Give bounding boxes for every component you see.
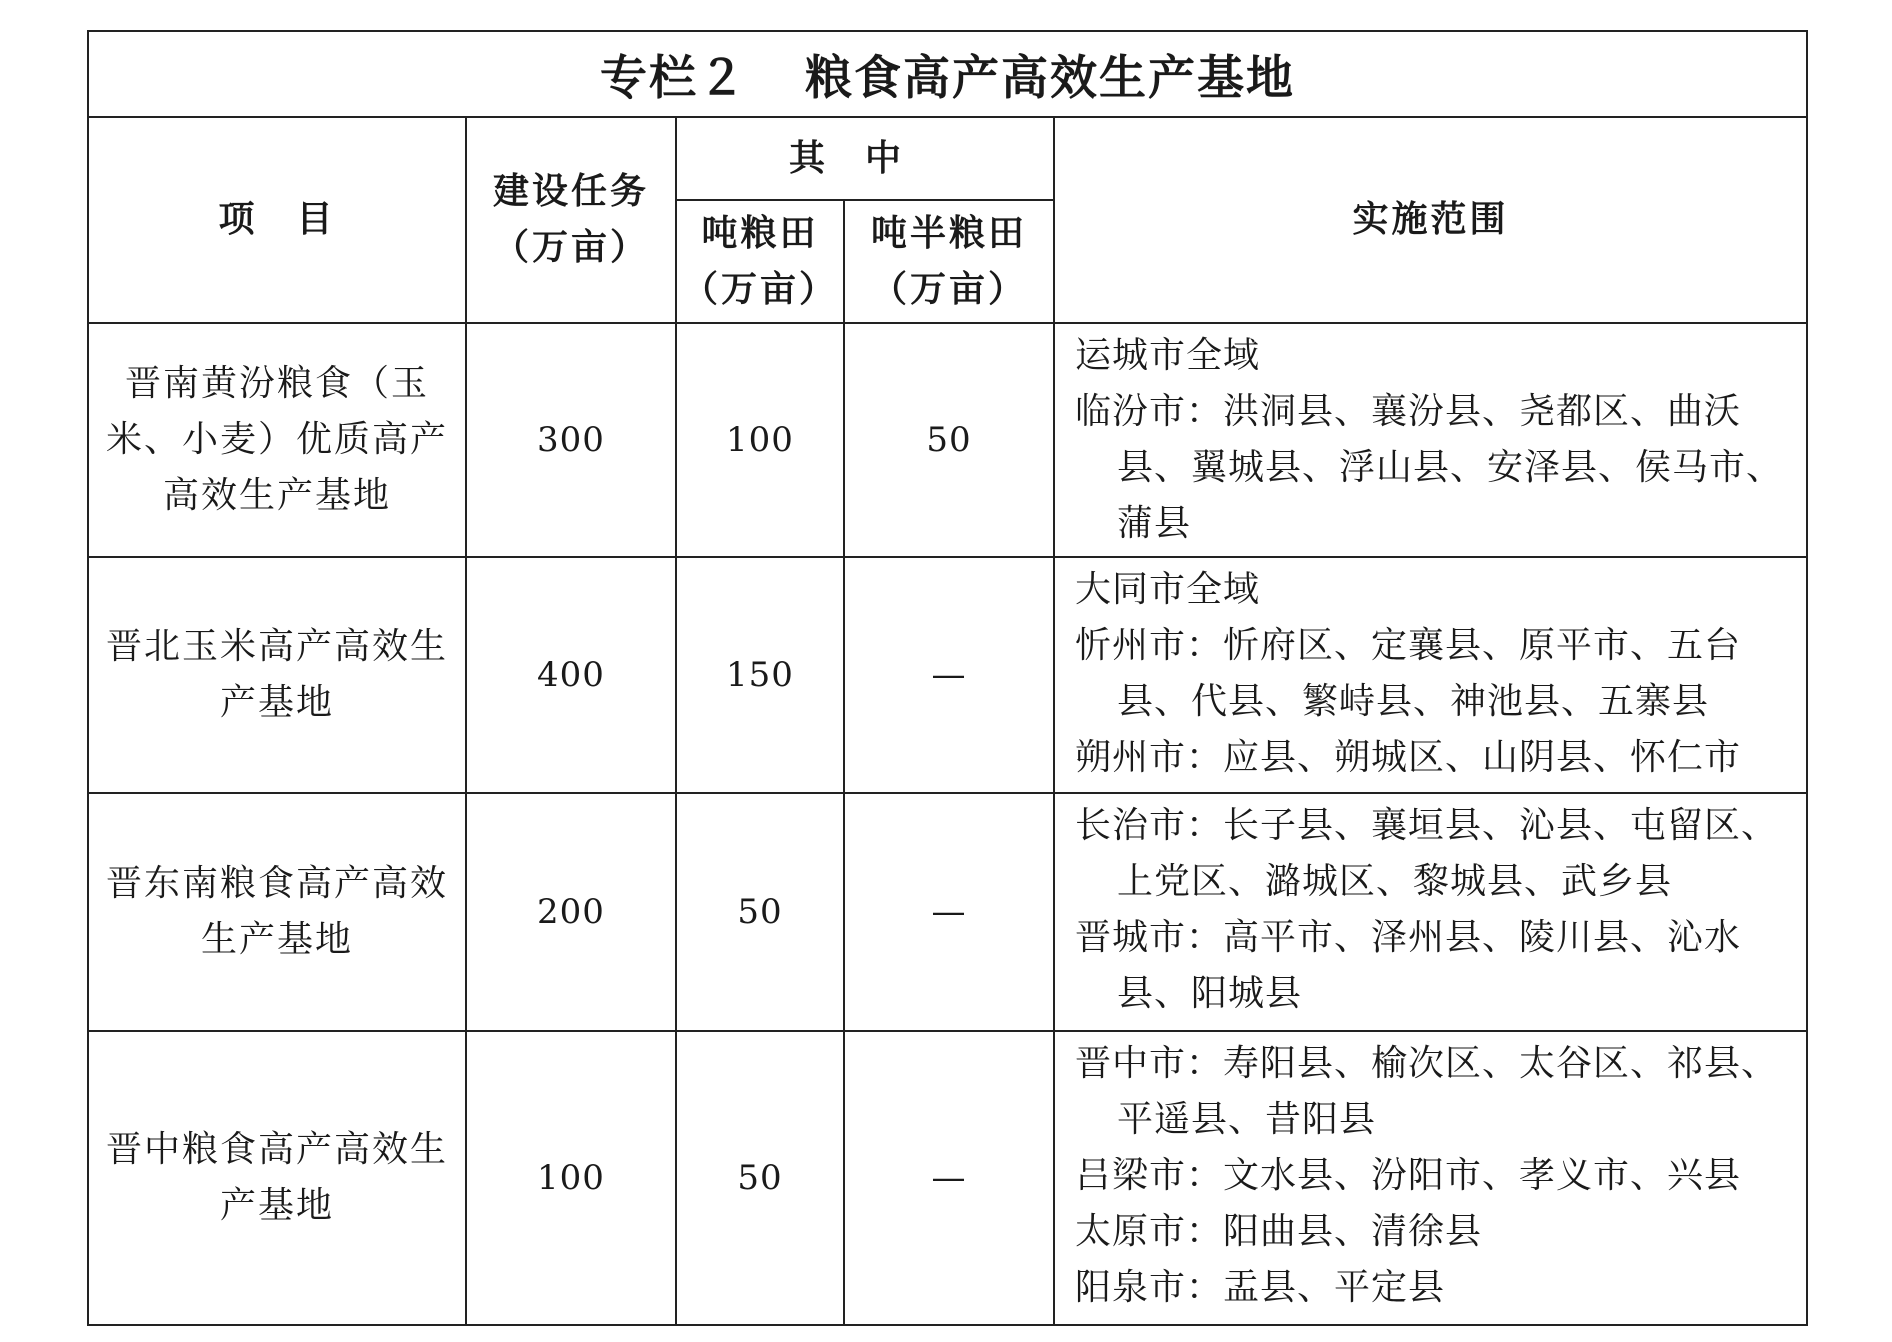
grain-base-table	[87, 30, 1808, 1326]
scope-line: 吕梁市：文水县、汾阳市、孝义市、兴县	[1075, 1155, 1742, 1196]
row-project: 晋东南粮食高产高效生产基地	[88, 793, 466, 1031]
row-scope	[1054, 1031, 1807, 1325]
scope-line: 太原市：阳曲县、清徐县	[1075, 1211, 1483, 1252]
scope-line: 大同市全域	[1075, 569, 1261, 610]
row-ton-field: 100	[676, 323, 844, 557]
scope-line: 长治市：长子县、襄垣县、沁县、屯留区、上党区、潞城区、黎城县、武乡县	[1075, 805, 1779, 902]
scope-line: 忻州市：忻府区、定襄县、原平市、五台县、代县、繁峙县、神池县、五寨县	[1075, 625, 1742, 722]
header-project: 项 目	[88, 117, 466, 323]
header-scope: 实施范围	[1054, 117, 1807, 323]
row-ton-field: 150	[676, 557, 844, 793]
scope-line: 晋中市：寿阳县、榆次区、太谷区、祁县、平遥县、昔阳县	[1075, 1043, 1779, 1140]
scope-line: 晋城市：高平市、泽州县、陵川县、沁水县、阳城县	[1075, 917, 1742, 1014]
header-row-1	[88, 117, 1807, 200]
document-page	[87, 30, 1806, 1326]
header-task: 建设任务 （万亩）	[466, 117, 676, 323]
table-row	[88, 1031, 1807, 1325]
row-half-ton-field: —	[844, 1031, 1054, 1325]
row-task: 200	[466, 793, 676, 1031]
row-task: 300	[466, 323, 676, 557]
scope-line: 阳泉市：盂县、平定县	[1075, 1267, 1446, 1308]
row-ton-field: 50	[676, 1031, 844, 1325]
row-scope	[1054, 793, 1807, 1031]
row-scope	[1054, 323, 1807, 557]
scope-line: 朔州市：应县、朔城区、山阴县、怀仁市	[1075, 737, 1742, 778]
row-task: 100	[466, 1031, 676, 1325]
title-text: 粮食高产高效生产基地	[805, 50, 1296, 106]
scope-line: 临汾市：洪洞县、襄汾县、尧都区、曲沃县、翼城县、浮山县、安泽县、侯马市、蒲县	[1075, 391, 1784, 544]
row-project: 晋中粮食高产高效生产基地	[88, 1031, 466, 1325]
table-title-row	[88, 31, 1807, 117]
row-project: 晋南黄汾粮食（玉米、小麦）优质高产高效生产基地	[88, 323, 466, 557]
table-row	[88, 557, 1807, 793]
row-half-ton-field: 50	[844, 323, 1054, 557]
row-project: 晋北玉米高产高效生产基地	[88, 557, 466, 793]
row-scope	[1054, 557, 1807, 793]
header-half-ton-field: 吨半粮田 （万亩）	[844, 200, 1054, 323]
scope-line: 运城市全域	[1075, 335, 1261, 376]
row-task: 400	[466, 557, 676, 793]
row-ton-field: 50	[676, 793, 844, 1031]
header-ton-field: 吨粮田 （万亩）	[676, 200, 844, 323]
table-row	[88, 323, 1807, 557]
title-prefix: 专栏２	[600, 50, 748, 106]
table-row	[88, 793, 1807, 1031]
row-half-ton-field: —	[844, 557, 1054, 793]
header-among: 其中	[676, 117, 1054, 200]
row-half-ton-field: —	[844, 793, 1054, 1031]
table-title	[88, 31, 1807, 117]
